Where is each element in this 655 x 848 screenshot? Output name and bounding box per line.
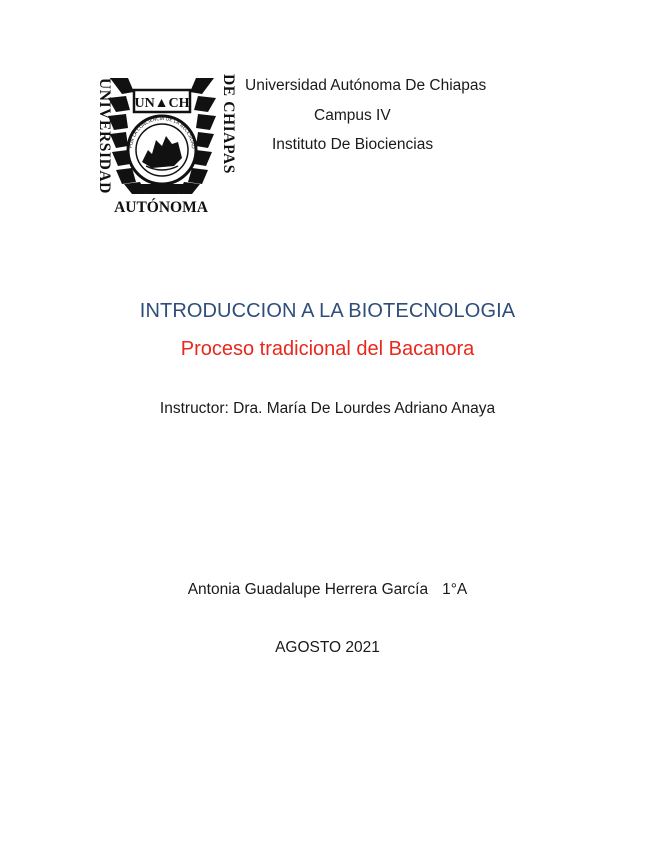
institute-name: Instituto De Biociencias — [272, 136, 434, 153]
seal-text-center: UN▲CH — [134, 96, 190, 111]
student-name: Antonia Guadalupe Herrera García — [187, 581, 429, 598]
date-line: AGOSTO 2021 — [275, 639, 380, 656]
seal-text-right: DE CHIAPAS — [220, 74, 237, 175]
seal-ring-text: POR LA CONCIENCIA DE LA NECESIDAD — [129, 116, 196, 149]
student-group: 1°A — [442, 581, 468, 598]
university-seal-logo — [86, 70, 238, 218]
instructor-line: Instructor: Dra. María De Lourdes Adriano Anaya — [159, 400, 496, 417]
seal-text-left: UNIVERSIDAD — [96, 78, 113, 194]
university-name: Universidad Autónoma De Chiapas — [245, 77, 487, 94]
course-title: INTRODUCCION A LA BIOTECNOLOGIA — [139, 300, 516, 322]
student-line — [0, 581, 655, 599]
topic-title: Proceso tradicional del Bacanora — [180, 338, 475, 360]
campus-name: Campus IV — [314, 107, 391, 124]
seal-text-bottom: AUTÓNOMA — [114, 199, 208, 216]
